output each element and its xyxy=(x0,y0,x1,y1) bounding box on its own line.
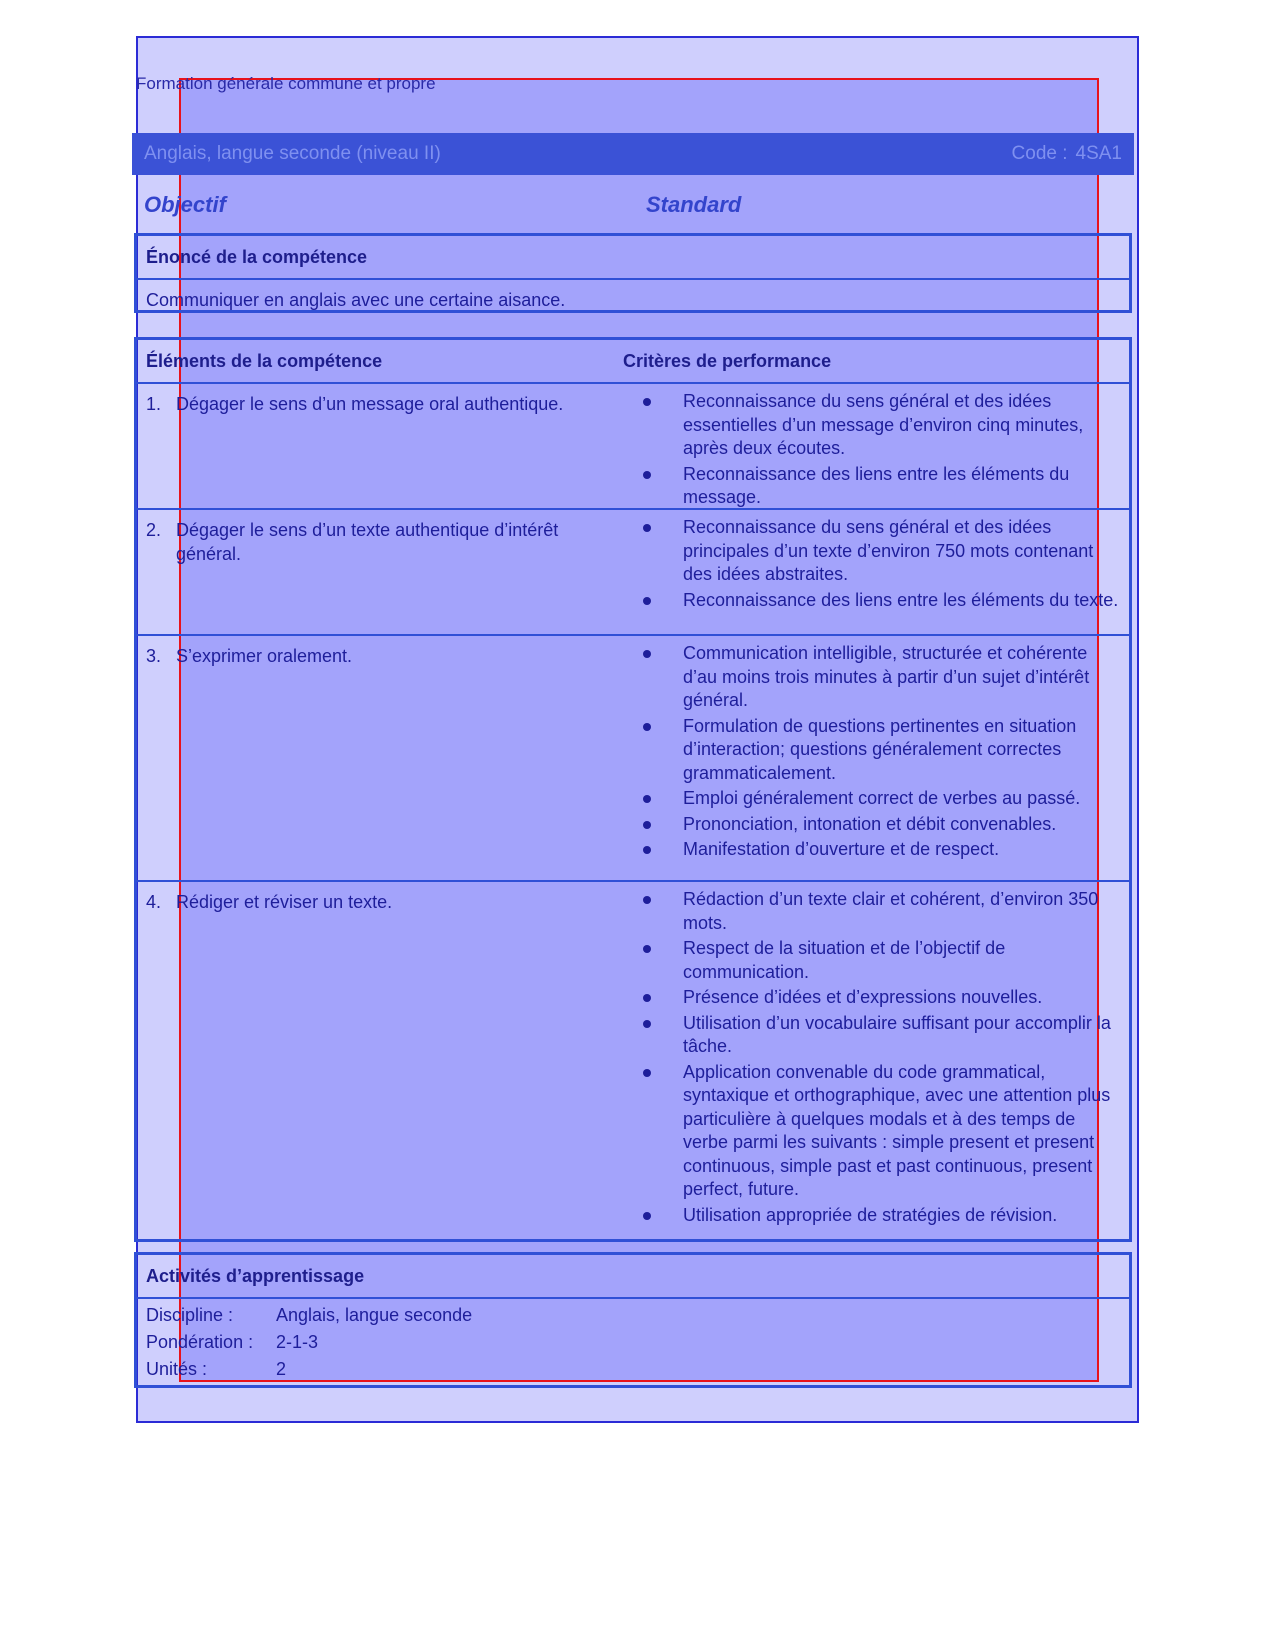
element-cell xyxy=(146,518,616,566)
criteria-text: Rédaction d’un texte clair et cohérent, d’environ 350 mots. xyxy=(683,889,1099,933)
criteria-text: Reconnaissance des liens entre les éléments du texte. xyxy=(683,589,1119,610)
criteria-item xyxy=(639,390,1119,461)
criteria-text: Prononciation, intonation et débit convenables. xyxy=(683,813,1057,834)
course-code xyxy=(1012,143,1122,165)
criteria-item xyxy=(639,986,1119,1010)
criteria-item xyxy=(639,516,1119,587)
unites-label: Unités : xyxy=(146,1359,208,1379)
ponderation-value: 2-1-3 xyxy=(276,1332,319,1352)
criteria-text: Communication intelligible, structurée et cohérente d’au moins trois minutes à partir d’un sujet d’intérêt général. xyxy=(683,643,1090,710)
criteria-item xyxy=(639,1061,1119,1202)
bullet-icon xyxy=(639,937,683,984)
bullet-icon xyxy=(639,813,683,837)
competence-statement: Communiquer en anglais avec une certaine aisance. xyxy=(146,290,566,310)
competence-table xyxy=(134,337,1132,1242)
unites-value: 2 xyxy=(276,1359,287,1379)
activities-box xyxy=(134,1252,1132,1388)
competence-box xyxy=(134,233,1132,313)
code-label: Code : xyxy=(1011,143,1068,164)
criteria-text: Formulation de questions pertinentes en situation d’interaction; questions généralement correctes grammaticalement. xyxy=(683,715,1077,783)
activities-header: Activités d’apprentissage xyxy=(137,1255,1129,1299)
bullet-icon xyxy=(639,787,683,811)
criteria-text: Manifestation d’ouverture et de respect. xyxy=(683,839,1000,859)
criteria-text: Utilisation d’un vocabulaire suffisant pour accomplir la tâche. xyxy=(683,1012,1111,1056)
element-text: Dégager le sens d’un message oral authentique. xyxy=(176,394,564,414)
element-text: Rédiger et réviser un texte. xyxy=(176,892,393,912)
criteria-cell xyxy=(639,390,1119,512)
bullet-icon xyxy=(639,1012,683,1059)
element-text: S’exprimer oralement. xyxy=(176,646,353,666)
criteria-item xyxy=(639,463,1119,510)
criteria-text: Emploi généralement correct de verbes au passé. xyxy=(683,788,1081,808)
criteria-text: Utilisation appropriée de stratégies de révision. xyxy=(683,1204,1058,1225)
criteria-item xyxy=(639,787,1119,811)
bullet-icon xyxy=(639,986,683,1010)
criteria-cell xyxy=(639,888,1119,1229)
criteria-cell xyxy=(639,516,1119,614)
course-title: Anglais, langue seconde (niveau II) xyxy=(144,143,441,164)
discipline-value: Anglais, langue seconde xyxy=(276,1305,473,1325)
competence-header: Énoncé de la compétence xyxy=(137,236,1129,280)
col-elements-header: Éléments de la compétence xyxy=(146,351,383,371)
criteria-text: Application convenable du code grammatical, syntaxique et orthographique, avec une attention plus particulière à quelques modals et à des temps de verbe parmi les suivants : simple present et present continuous, simple past et past continuous, present perfect, future. xyxy=(683,1061,1111,1199)
discipline-row xyxy=(137,1302,1129,1329)
code-value: 4SA1 xyxy=(1075,143,1122,164)
element-number: 3. xyxy=(146,646,162,666)
criteria-item xyxy=(639,888,1119,935)
course-title-bar xyxy=(132,133,1134,175)
table-row xyxy=(137,510,1129,636)
element-number: 4. xyxy=(146,892,162,912)
bullet-icon xyxy=(639,589,683,613)
element-cell xyxy=(146,392,616,416)
criteria-item xyxy=(639,1204,1119,1228)
standard-heading: Standard xyxy=(646,192,742,217)
criteria-text: Respect de la situation et de l’objectif de communication. xyxy=(683,938,1006,982)
objective-standard-heading xyxy=(144,190,1079,220)
discipline-label: Discipline : xyxy=(146,1305,234,1325)
criteria-item xyxy=(639,937,1119,984)
bullet-icon xyxy=(639,1061,683,1202)
pretitle: Formation générale commune et propre xyxy=(136,74,436,93)
bullet-icon xyxy=(639,838,683,862)
criteria-text: Reconnaissance du sens général et des idées principales d’un texte d’environ 750 mots contenant des idées abstraites. xyxy=(683,517,1094,584)
criteria-item xyxy=(639,589,1119,613)
element-text: Dégager le sens d’un texte authentique d’intérêt général. xyxy=(176,520,559,564)
bullet-icon xyxy=(639,642,683,713)
ponderation-label: Pondération : xyxy=(146,1332,254,1352)
criteria-item xyxy=(639,838,1119,862)
table-header xyxy=(137,340,1129,384)
bullet-icon xyxy=(639,516,683,587)
criteria-text: Reconnaissance des liens entre les éléments du message. xyxy=(683,463,1070,507)
element-cell xyxy=(146,644,616,668)
bullet-icon xyxy=(639,715,683,786)
criteria-item xyxy=(639,715,1119,786)
objective-heading: Objectif xyxy=(144,192,226,217)
bullet-icon xyxy=(639,390,683,461)
criteria-item xyxy=(639,1012,1119,1059)
bullet-icon xyxy=(639,888,683,935)
bullet-icon xyxy=(639,1204,683,1228)
unites-row xyxy=(137,1356,1129,1383)
element-number: 2. xyxy=(146,520,162,540)
element-cell xyxy=(146,890,616,914)
criteria-item xyxy=(639,642,1119,713)
table-row xyxy=(137,384,1129,510)
table-row xyxy=(137,882,1129,1237)
bullet-icon xyxy=(639,463,683,510)
criteria-cell xyxy=(639,642,1119,864)
element-number: 1. xyxy=(146,394,162,414)
col-criteria-header: Critères de performance xyxy=(623,351,832,371)
ponderation-row xyxy=(137,1329,1129,1356)
criteria-text: Présence d’idées et d’expressions nouvelles. xyxy=(683,987,1043,1007)
criteria-text: Reconnaissance du sens général et des idées essentielles d’un message d’environ cinq minutes, après deux écoutes. xyxy=(683,391,1084,458)
criteria-item xyxy=(639,813,1119,837)
table-row xyxy=(137,636,1129,882)
